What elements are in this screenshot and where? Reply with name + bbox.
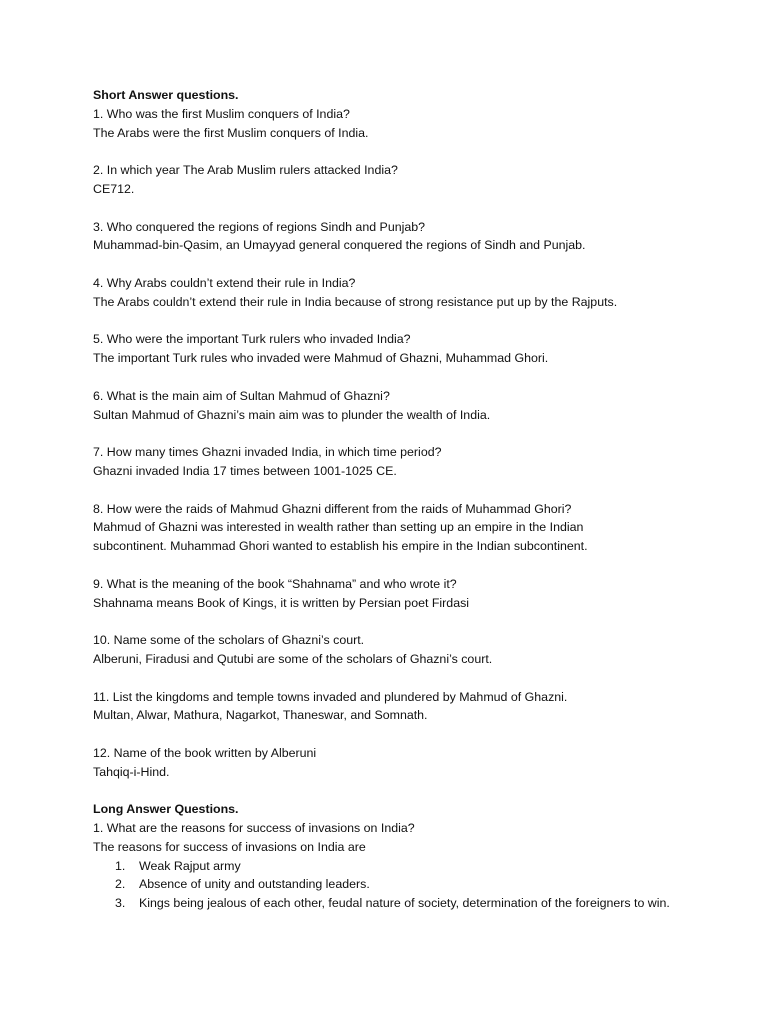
document-page xyxy=(93,86,733,913)
question: 2. In which year The Arab Muslim rulers attacked India? xyxy=(93,163,398,178)
answer: CE712. xyxy=(93,181,135,196)
long-answer-heading: Long Answer Questions. xyxy=(93,802,239,817)
question: 5. Who were the important Turk rulers who invaded India? xyxy=(93,332,411,347)
answer: Shahnama means Book of Kings, it is written by Persian poet Firdasi xyxy=(93,595,470,610)
question: 11. List the kingdoms and temple towns invaded and plundered by Mahmud of Ghazni. xyxy=(93,689,568,704)
blank-line xyxy=(93,424,733,443)
answer: Alberuni, Firadusi and Qutubi are some of the scholars of Ghazni’s court. xyxy=(93,651,493,666)
reason-number: 2. xyxy=(115,877,126,892)
answer: Muhammad-bin-Qasim, an Umayyad general conquered the regions of Sindh and Punjab. xyxy=(93,238,586,253)
reason-item xyxy=(93,857,733,876)
qa-item xyxy=(93,500,733,575)
short-answer-list xyxy=(93,105,733,800)
blank-line xyxy=(93,612,733,631)
question: 4. Why Arabs couldn’t extend their rule in India? xyxy=(93,275,356,290)
reason-number: 3. xyxy=(115,896,126,911)
reason-text: Kings being jealous of each other, feudal nature of society, determination of the foreigners to win. xyxy=(139,896,670,911)
answer: Mahmud of Ghazni was interested in wealth rather than setting up an empire in the Indian xyxy=(93,520,584,535)
blank-line xyxy=(93,312,733,331)
blank-line xyxy=(93,199,733,218)
long-answer-item xyxy=(93,819,733,913)
long-answer-intro: The reasons for success of invasions on India are xyxy=(93,839,366,854)
question: 7. How many times Ghazni invaded India, in which time period? xyxy=(93,445,442,460)
blank-line xyxy=(93,725,733,744)
reason-text: Absence of unity and outstanding leaders. xyxy=(139,877,370,892)
blank-line xyxy=(93,142,733,161)
question: 10. Name some of the scholars of Ghazni’s court. xyxy=(93,633,365,648)
blank-line xyxy=(93,255,733,274)
blank-line xyxy=(93,669,733,688)
blank-line xyxy=(93,481,733,500)
qa-item xyxy=(93,330,733,386)
answer: The Arabs were the first Muslim conquers of India. xyxy=(93,125,369,140)
reason-item xyxy=(93,894,733,913)
qa-item xyxy=(93,575,733,631)
question: 1. Who was the first Muslim conquers of India? xyxy=(93,106,350,121)
short-answer-heading: Short Answer questions. xyxy=(93,88,239,102)
blank-line xyxy=(93,556,733,575)
answer: Tahqiq-i-Hind. xyxy=(93,764,170,779)
blank-line xyxy=(93,368,733,387)
reason-text: Weak Rajput army xyxy=(139,858,241,873)
qa-item xyxy=(93,443,733,499)
reason-number: 1. xyxy=(115,858,126,873)
question: 12. Name of the book written by Alberuni xyxy=(93,745,317,760)
answer: Ghazni invaded India 17 times between 1001-1025 CE. xyxy=(93,463,397,478)
qa-item xyxy=(93,631,733,687)
qa-item xyxy=(93,105,733,161)
answer: The Arabs couldn’t extend their rule in India because of strong resistance put up by the Rajputs. xyxy=(93,294,618,309)
qa-item xyxy=(93,218,733,274)
reasons-list xyxy=(93,857,733,913)
qa-item xyxy=(93,688,733,744)
question: 6. What is the main aim of Sultan Mahmud of Ghazni? xyxy=(93,388,390,403)
question: 3. Who conquered the regions of regions Sindh and Punjab? xyxy=(93,219,426,234)
blank-line xyxy=(93,781,733,800)
answer: Multan, Alwar, Mathura, Nagarkot, Thaneswar, and Somnath. xyxy=(93,708,428,723)
qa-item xyxy=(93,387,733,443)
answer: The important Turk rules who invaded were Mahmud of Ghazni, Muhammad Ghori. xyxy=(93,351,549,366)
qa-item xyxy=(93,274,733,330)
qa-item xyxy=(93,161,733,217)
answer: subcontinent. Muhammad Ghori wanted to establish his empire in the Indian subcontinent. xyxy=(93,539,588,554)
long-question: 1. What are the reasons for success of invasions on India? xyxy=(93,821,415,836)
answer: Sultan Mahmud of Ghazni’s main aim was to plunder the wealth of India. xyxy=(93,407,491,422)
question: 8. How were the raids of Mahmud Ghazni different from the raids of Muhammad Ghori? xyxy=(93,501,572,516)
question: 9. What is the meaning of the book “Shahnama” and who wrote it? xyxy=(93,576,457,591)
qa-item xyxy=(93,744,733,800)
reason-item xyxy=(93,875,733,894)
